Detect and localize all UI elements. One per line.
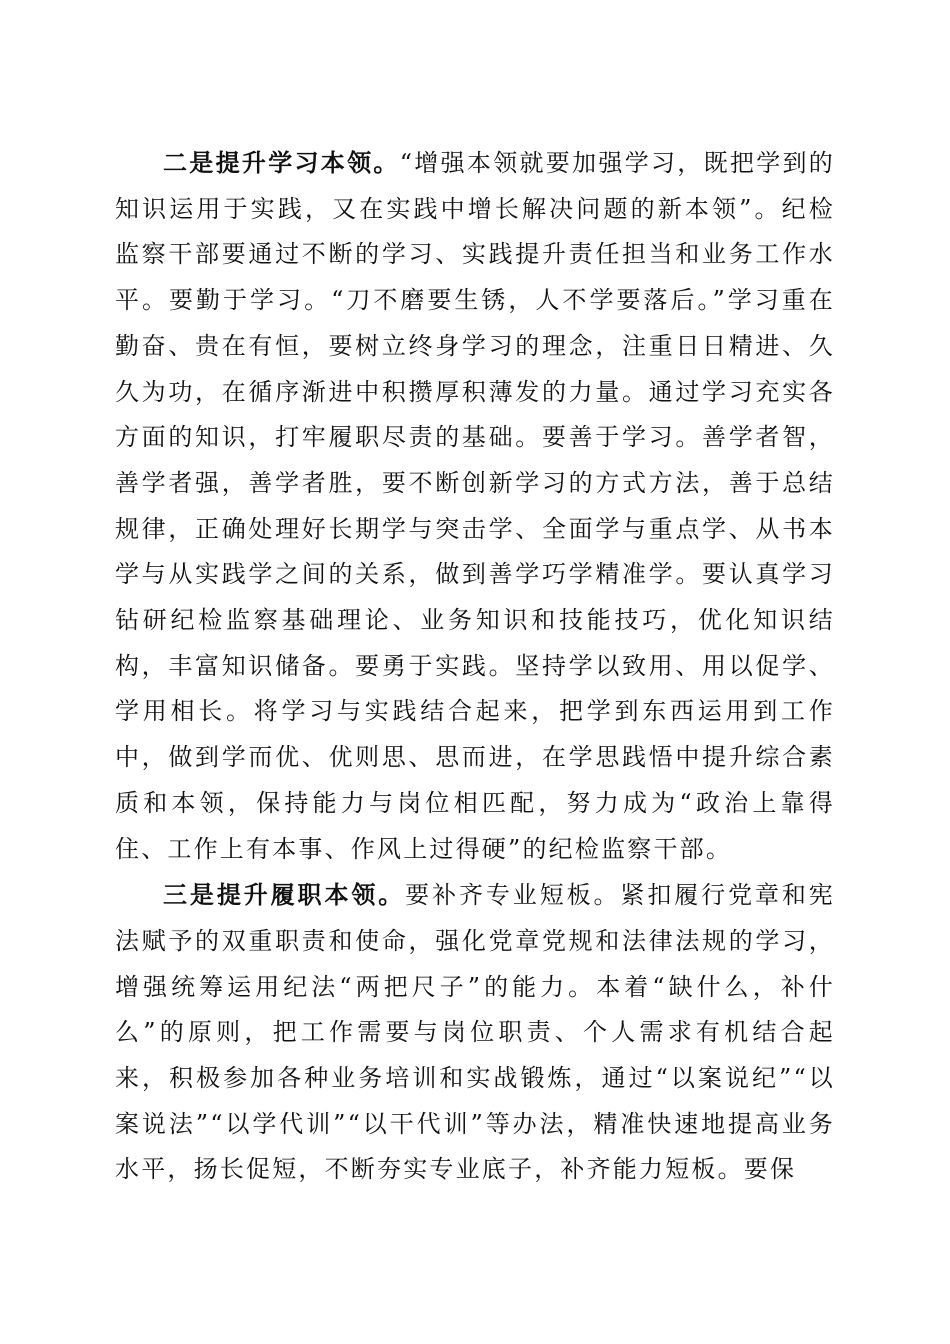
paragraph-duty-skills <box>115 872 835 1193</box>
paragraph-body-text: “增强本领就要加强学习，既把学到的知识运用于实践，又在实践中增长解决问题的新本领”。纪检监察干部要通过不断的学习、实践提升责任担当和业务工作水平。要勤于学习。“刀不磨要生锈，人不学要落后。”学习重在勤奋、贵在有恒，要树立终身学习的理念，注重日日精进、久久为功，在循序渐进中积攒厚积薄发的力量。通过学习充实各方面的知识，打牢履职尽责的基础。要善于学习。善学者智，善学者强，善学者胜，要不断创新学习的方式方法，善于总结规律，正确处理好长期学与突击学、全面学与重点学、从书本学与从实践学之间的关系，做到善学巧学精准学。要认真学习钻研纪检监察基础理论、业务知识和技能技巧，优化知识结构，丰富知识储备。要勇于实践。坚持学以致用、用以促学、学用相长。将学习与实践结合起来，把学到东西运用到工作中，做到学而优、优则思、思而进，在学思践悟中提升综合素质和本领，保持能力与岗位相匹配，努力成为“政治上靠得住、工作上有本事、作风上过得硬”的纪检监察干部。 <box>115 149 835 863</box>
document-body <box>115 140 835 1193</box>
paragraph-lead-heading: 二是提升学习本领。 <box>163 148 400 177</box>
paragraph-body-text: 要补齐专业短板。紧扣履行党章和宪法赋予的双重职责和使命，强化党章党规和法律法规的学习，增强统筹运用纪法“两把尺子”的能力。本着“缺什么，补什么”的原则，把工作需要与岗位职责、个人需求有机结合起来，积极参加各种业务培训和实战锻炼，通过“以案说纪”“以案说法”“以学代训”“以干代训”等办法，精准快速地提高业务水平，扬长促短，不断夯实专业底子，补齐能力短板。要保 <box>115 881 835 1184</box>
paragraph-lead-heading: 三是提升履职本领。 <box>163 880 406 910</box>
paragraph-study-skills <box>115 140 835 872</box>
